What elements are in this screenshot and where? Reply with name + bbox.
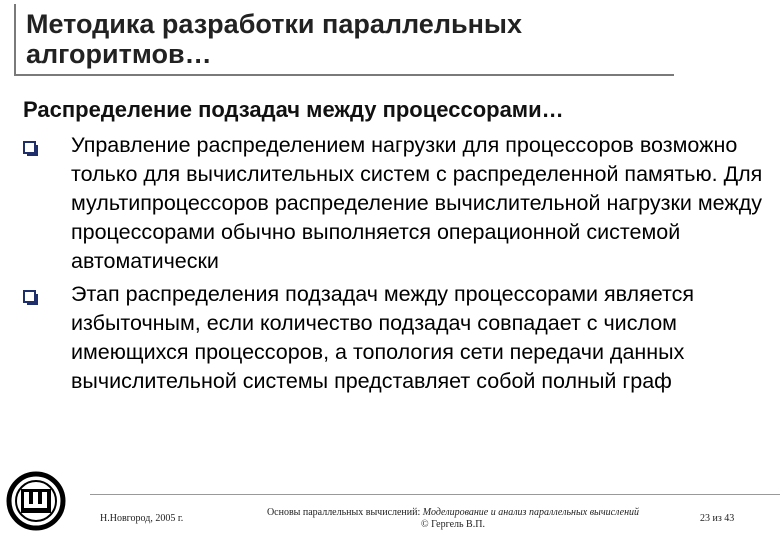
footer-divider <box>90 494 780 495</box>
footer-course-italic: Моделирование и анализ параллельных вычислений <box>422 507 640 518</box>
footer-author: © Гергель В.П. <box>421 519 485 530</box>
bullet-text: Этап распределения подзадач между процессорами является избыточным, если количество подзадач совпадает с числом имеющихся процессоров, а топология сети передачи данных вычислительной системы представляет собой полный граф <box>71 282 694 393</box>
footer-page-number: 23 из 43 <box>700 513 735 524</box>
checkbox-bullet-icon <box>23 141 36 154</box>
bullet-list <box>23 131 763 400</box>
university-logo-icon <box>6 470 66 532</box>
footer-course-plain: Основы параллельных вычислений: <box>266 507 423 518</box>
bullet-item <box>23 131 763 276</box>
footer-course-title <box>258 507 648 540</box>
title-area <box>0 0 780 82</box>
title-horizontal-rule <box>14 74 674 76</box>
slide-subtitle: Распределение подзадач между процессорами… <box>23 97 564 122</box>
bullet-text: Управление распределением нагрузки для процессоров возможно только для вычислительных систем с распределенной памятью. Для мультипроцессоров распределение вычислительной нагрузки между процессорами обычно выполняется операционной системой автоматически <box>71 133 763 273</box>
slide-title: Методика разработки параллельных алгоритмов… <box>26 9 522 69</box>
footer-location-date: Н.Новгород, 2005 г. <box>100 513 184 524</box>
bullet-item <box>23 280 763 396</box>
checkbox-bullet-icon <box>23 290 36 303</box>
title-vertical-rule <box>14 4 16 74</box>
